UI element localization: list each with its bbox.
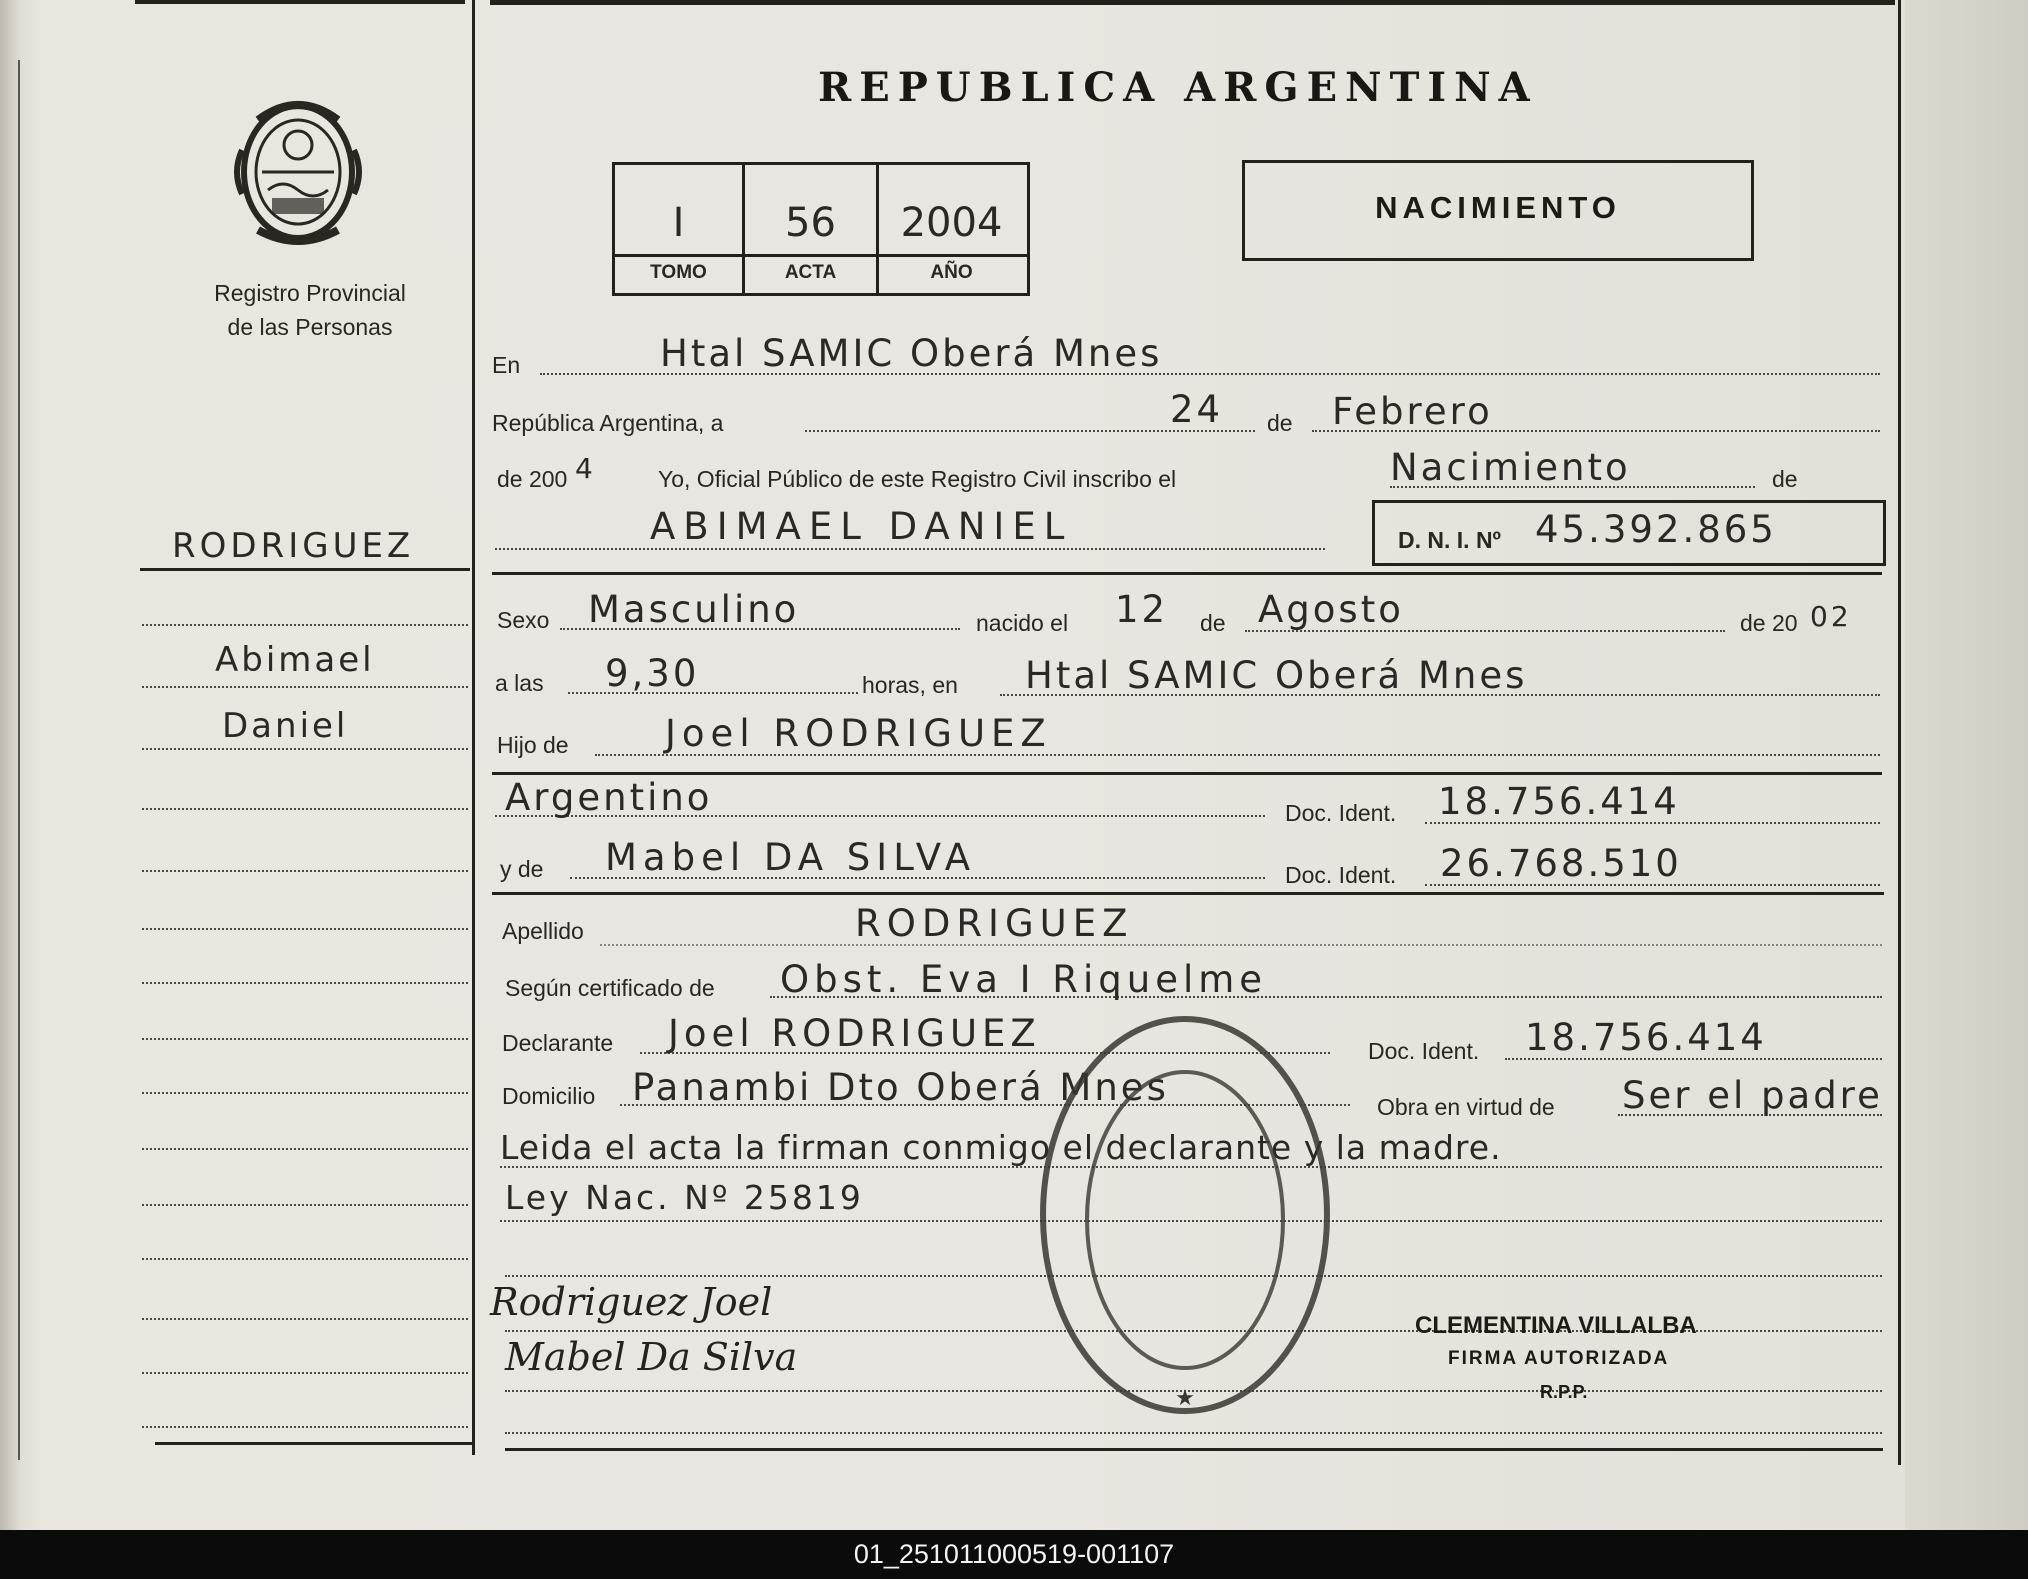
de200-label: de 200 bbox=[497, 466, 568, 492]
obra-value: Ser el padre bbox=[1622, 1074, 1883, 1117]
note-line-1: Leida el acta la firman conmigo el declarante y la madre. bbox=[500, 1128, 1502, 1167]
anio-value: 2004 bbox=[900, 200, 1003, 246]
declarante-doc: 18.756.414 bbox=[1525, 1016, 1767, 1059]
en-label: En bbox=[492, 352, 521, 378]
registry-name bbox=[160, 276, 460, 344]
margin-given-2: Daniel bbox=[222, 706, 349, 746]
frame-right bbox=[1898, 0, 1901, 1465]
officer-org: R.P.P. bbox=[1540, 1382, 1588, 1402]
acta-value: 56 bbox=[785, 200, 836, 246]
father-doc-label: Doc. Ident. bbox=[1285, 800, 1397, 826]
birth-year-suffix: 02 bbox=[1810, 600, 1852, 633]
dni-value: 45.392.865 bbox=[1535, 508, 1777, 551]
birth-day: 12 bbox=[1115, 588, 1169, 631]
certificado-value: Obst. Eva I Riquelme bbox=[780, 958, 1268, 1001]
father-doc: 18.756.414 bbox=[1438, 780, 1680, 823]
officer-name: CLEMENTINA VILLALBA bbox=[1415, 1312, 1697, 1339]
name-value: ABIMAEL DANIEL bbox=[650, 505, 1073, 548]
section-rule-2 bbox=[492, 772, 1882, 775]
left-column-rule bbox=[18, 60, 20, 1460]
sexo-value: Masculino bbox=[588, 588, 800, 631]
acta-label: ACTA bbox=[784, 262, 837, 283]
alas-label: a las bbox=[495, 670, 544, 696]
apellido-line bbox=[600, 944, 1882, 946]
svg-text:★: ★ bbox=[1175, 1386, 1195, 1411]
margin-line-3 bbox=[142, 748, 468, 750]
margin-line-6 bbox=[142, 928, 468, 930]
domicilio-value: Panambi Dto Oberá Mnes bbox=[632, 1066, 1169, 1109]
declarante-value: Joel RODRIGUEZ bbox=[668, 1012, 1041, 1055]
sexo-label: Sexo bbox=[497, 607, 550, 633]
mother-name: Mabel DA SILVA bbox=[605, 836, 977, 879]
name-line bbox=[495, 548, 1325, 550]
anio-label: AÑO bbox=[930, 262, 973, 283]
officer-title: FIRMA AUTORIZADA bbox=[1448, 1348, 1670, 1369]
republica-label: República Argentina, a bbox=[492, 410, 724, 436]
de20-label: de 20 bbox=[1740, 610, 1798, 636]
frame-divider bbox=[472, 0, 475, 1455]
margin-line-11 bbox=[142, 1204, 468, 1206]
event-value: Nacimiento bbox=[1390, 446, 1631, 489]
segun-label: Según certificado de bbox=[505, 975, 715, 1001]
de-end-label: de bbox=[1772, 466, 1798, 492]
country-title: REPUBLICA ARGENTINA bbox=[818, 64, 1538, 111]
document-type: NACIMIENTO bbox=[1375, 190, 1621, 225]
horas-label: horas, en bbox=[862, 672, 958, 698]
section-rule-1 bbox=[492, 572, 1882, 575]
birth-place: Htal SAMIC Oberá Mnes bbox=[1025, 654, 1528, 697]
bottom-rule bbox=[505, 1448, 1883, 1451]
de-label: de bbox=[1267, 410, 1293, 436]
margin-line-8 bbox=[142, 1038, 468, 1040]
tomo-value: I bbox=[672, 200, 685, 246]
father-name: Joel RODRIGUEZ bbox=[665, 712, 1052, 755]
margin-surname-rule bbox=[140, 568, 470, 571]
hijo-label: Hijo de bbox=[497, 732, 569, 758]
domicilio-label: Domicilio bbox=[502, 1083, 596, 1109]
registry-line-1: Registro Provincial bbox=[214, 280, 406, 306]
declarante-label: Declarante bbox=[502, 1030, 614, 1056]
mother-doc-label: Doc. Ident. bbox=[1285, 862, 1397, 888]
declarante-doc-label: Doc. Ident. bbox=[1368, 1038, 1480, 1064]
margin-bottom-rule bbox=[155, 1442, 475, 1445]
margin-line-7 bbox=[142, 982, 468, 984]
note-line-2: Ley Nac. Nº 25819 bbox=[505, 1178, 864, 1217]
margin-line-15 bbox=[142, 1426, 468, 1428]
margin-line-10 bbox=[142, 1148, 468, 1150]
birth-month: Agosto bbox=[1258, 588, 1404, 631]
margin-surname: RODRIGUEZ bbox=[172, 526, 415, 566]
mother-doc: 26.768.510 bbox=[1440, 842, 1682, 885]
margin-line-9 bbox=[142, 1092, 468, 1094]
dni-label: D. N. I. Nº bbox=[1398, 527, 1501, 553]
apellido-value: RODRIGUEZ bbox=[855, 902, 1134, 945]
de-label-2: de bbox=[1200, 610, 1226, 636]
signature-mother: Mabel Da Silva bbox=[505, 1335, 798, 1379]
obra-label: Obra en virtud de bbox=[1377, 1094, 1555, 1120]
top-bar-right bbox=[490, 0, 1895, 5]
margin-given-1: Abimael bbox=[215, 640, 375, 680]
registry-line-2: de las Personas bbox=[227, 314, 393, 340]
image-filename: 01_251011000519-001107 bbox=[0, 1530, 2028, 1579]
father-nationality: Argentino bbox=[505, 776, 713, 819]
page-edge-right bbox=[1905, 0, 2028, 1530]
registry-stamp bbox=[1035, 1010, 1335, 1430]
margin-line-14 bbox=[142, 1372, 468, 1374]
top-bar-left bbox=[135, 0, 465, 4]
blank-line-4 bbox=[505, 1432, 1882, 1434]
margin-line-4 bbox=[142, 808, 468, 810]
yo-text: Yo, Oficial Público de este Registro Civil inscribo el bbox=[658, 466, 1177, 492]
record-box-label-rule bbox=[612, 254, 1027, 257]
provincial-seal-icon bbox=[228, 90, 368, 250]
hour-value: 9,30 bbox=[605, 652, 700, 695]
tomo-label: TOMO bbox=[650, 262, 707, 283]
month-value: Febrero bbox=[1332, 390, 1493, 433]
year-suffix: 4 bbox=[575, 452, 596, 485]
margin-line-5 bbox=[142, 870, 468, 872]
section-rule-3 bbox=[492, 892, 1884, 895]
yde-label: y de bbox=[500, 856, 544, 882]
day-value: 24 bbox=[1170, 388, 1224, 431]
margin-line-1 bbox=[142, 624, 468, 626]
nacido-label: nacido el bbox=[976, 610, 1069, 636]
margin-line-13 bbox=[142, 1318, 468, 1320]
signature-father: Rodriguez Joel bbox=[490, 1280, 773, 1324]
apellido-label: Apellido bbox=[502, 918, 584, 944]
en-value: Htal SAMIC Oberá Mnes bbox=[660, 332, 1163, 375]
margin-line-2 bbox=[142, 686, 468, 688]
margin-line-12 bbox=[142, 1258, 468, 1260]
